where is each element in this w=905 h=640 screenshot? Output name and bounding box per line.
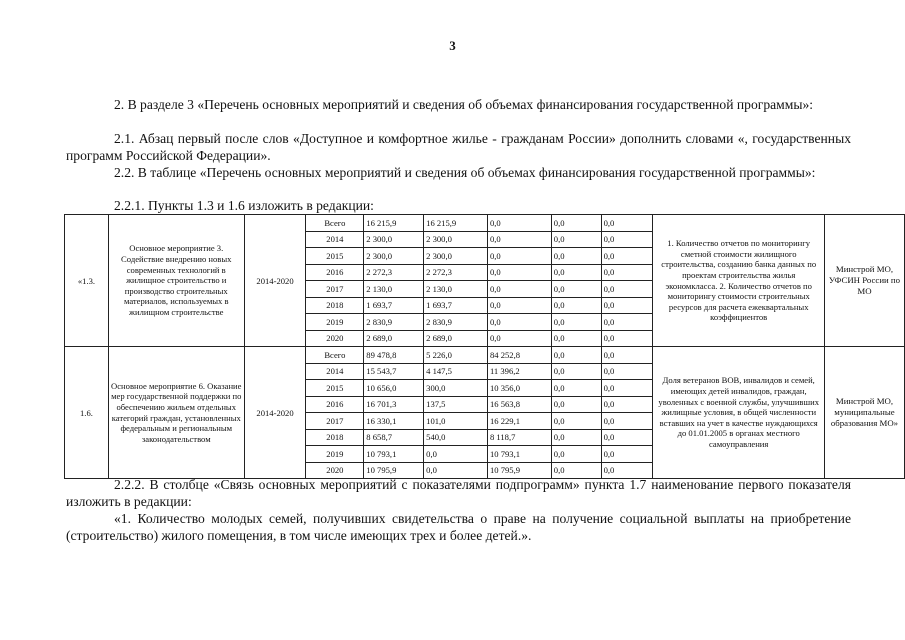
amount-cell: 0,0 [601,363,653,380]
amount-cell: 2 272,3 [364,264,424,281]
amount-cell: 0,0 [551,248,601,265]
amount-cell: 0,0 [551,231,601,248]
amount-cell: 0,0 [601,347,653,364]
amount-cell: 0,0 [487,264,551,281]
amount-cell: 0,0 [601,281,653,298]
amount-cell: 0,0 [551,215,601,232]
year-cell: 2014 [306,363,364,380]
amount-cell: 0,0 [551,330,601,347]
paragraph-indicator-quote: «1. Количество молодых семей, получивших свидетельства о праве на получение социальной выплаты на приобретение (строительство) жилого помещения, в том числе имеющих трех и более детей.». [66,511,851,543]
year-cell: 2016 [306,396,364,413]
amount-cell: 2 300,0 [364,231,424,248]
amount-cell: 0,0 [551,363,601,380]
amount-cell: 0,0 [424,446,488,463]
amount-cell: 8 658,7 [364,429,424,446]
amount-cell: 16 701,3 [364,396,424,413]
amount-cell: 16 563,8 [487,396,551,413]
year-cell: 2019 [306,446,364,463]
amount-cell: 0,0 [601,429,653,446]
amount-cell: 540,0 [424,429,488,446]
table-row [65,347,905,364]
amount-cell: 0,0 [487,330,551,347]
amount-cell: 0,0 [487,281,551,298]
page-number: 3 [449,38,456,53]
item-executor: Минстрой МО, УФСИН России по МО [824,215,904,347]
amount-cell: 0,0 [601,264,653,281]
amount-cell: 0,0 [601,314,653,331]
year-cell: 2014 [306,231,364,248]
item-period: 2014-2020 [244,347,306,479]
financing-table [64,214,905,479]
amount-cell: 0,0 [601,462,653,479]
item-executor: Минстрой МО, муниципальные образования МО» [824,347,904,479]
amount-cell: 0,0 [551,347,601,364]
amount-cell: 11 396,2 [487,363,551,380]
amount-cell: 0,0 [601,231,653,248]
amount-cell: 1 693,7 [364,297,424,314]
amount-cell: 0,0 [601,396,653,413]
year-cell: 2019 [306,314,364,331]
amount-cell: 16 330,1 [364,413,424,430]
year-cell: 2017 [306,413,364,430]
year-cell: 2016 [306,264,364,281]
amount-cell: 0,0 [551,396,601,413]
amount-cell: 0,0 [601,380,653,397]
amount-cell: 0,0 [551,314,601,331]
paragraph-2-1: 2.1. Абзац первый после слов «Доступное и комфортное жилье - гражданам России» дополнить словами «, государственных программ Российской Федерации». [66,131,851,163]
year-cell: Всего [306,347,364,364]
amount-cell: 10 793,1 [487,446,551,463]
amount-cell: 10 656,0 [364,380,424,397]
amount-cell: 2 689,0 [424,330,488,347]
item-indicators: 1. Количество отчетов по мониторингу сметной стоимости жилищного строительства, созданию банка данных по проектам строительства жилья экономкласса. 2. Количество отчетов по мониторингу стоимости строительных ресурсов для расчета ежеквартальных коэффициентов [653,215,825,347]
amount-cell: 2 300,0 [424,248,488,265]
table-row [65,215,905,232]
paragraph-2-2-1: 2.2.1. Пункты 1.3 и 1.6 изложить в редакции: [114,198,374,213]
amount-cell: 0,0 [551,264,601,281]
amount-cell: 0,0 [487,314,551,331]
amount-cell: 1 693,7 [424,297,488,314]
amount-cell: 101,0 [424,413,488,430]
amount-cell: 137,5 [424,396,488,413]
paragraph-2-2-2: 2.2.2. В столбце «Связь основных мероприятий с показателями подпрограмм» пункта 1.7 наименование первого показателя изложить в редакции: [66,477,851,509]
item-indicators: Доля ветеранов ВОВ, инвалидов и семей, имеющих детей инвалидов, граждан, уволенных с военной службы, улучшивших жилищные условия, в общей численности вставших на учет в качестве нуждающихся до 01.01.2005 в органах местного самоуправления [653,347,825,479]
amount-cell: 0,0 [487,231,551,248]
amount-cell: 2 830,9 [364,314,424,331]
amount-cell: 2 130,0 [424,281,488,298]
amount-cell: 0,0 [551,281,601,298]
amount-cell: 2 130,0 [364,281,424,298]
amount-cell: 84 252,8 [487,347,551,364]
amount-cell: 16 229,1 [487,413,551,430]
amount-cell: 0,0 [551,297,601,314]
year-cell: 2015 [306,380,364,397]
amount-cell: 0,0 [601,215,653,232]
amount-cell: 16 215,9 [424,215,488,232]
item-number: 1.6. [65,347,109,479]
item-number: «1.3. [65,215,109,347]
item-description: Основное мероприятие 6. Оказание мер государственной поддержки по обеспечению жильем отдельных категорий граждан, установленных федеральным и региональным законодательством [108,347,244,479]
amount-cell: 0,0 [601,248,653,265]
year-cell: 2017 [306,281,364,298]
paragraph-2: 2. В разделе 3 «Перечень основных мероприятий и сведения об объемах финансирования государственной программы»: [114,97,814,112]
amount-cell: 300,0 [424,380,488,397]
amount-cell: 0,0 [487,248,551,265]
amount-cell: 0,0 [487,215,551,232]
amount-cell: 0,0 [601,330,653,347]
amount-cell: 2 300,0 [424,231,488,248]
amount-cell: 4 147,5 [424,363,488,380]
amount-cell: 2 300,0 [364,248,424,265]
amount-cell: 10 795,9 [364,462,424,479]
amount-cell: 8 118,7 [487,429,551,446]
amount-cell: 0,0 [424,462,488,479]
amount-cell: 0,0 [601,413,653,430]
amount-cell: 0,0 [601,297,653,314]
amount-cell: 0,0 [487,297,551,314]
amount-cell: 0,0 [551,429,601,446]
amount-cell: 0,0 [551,413,601,430]
amount-cell: 10 795,9 [487,462,551,479]
amount-cell: 5 226,0 [424,347,488,364]
item-description: Основное мероприятие 3. Содействие внедрению новых современных технологий в жилищное строительство и производство строительных материалов, используемых в жилищном строительстве [108,215,244,347]
amount-cell: 15 543,7 [364,363,424,380]
amount-cell: 10 356,0 [487,380,551,397]
year-cell: 2018 [306,429,364,446]
amount-cell: 16 215,9 [364,215,424,232]
amount-cell: 10 793,1 [364,446,424,463]
year-cell: 2015 [306,248,364,265]
amount-cell: 0,0 [551,446,601,463]
amount-cell: 2 830,9 [424,314,488,331]
year-cell: 2018 [306,297,364,314]
amount-cell: 2 272,3 [424,264,488,281]
paragraph-2-2: 2.2. В таблице «Перечень основных мероприятий и сведения об объемах финансирования государственной программы»: [114,165,816,180]
year-cell: 2020 [306,462,364,479]
year-cell: 2020 [306,330,364,347]
amount-cell: 0,0 [601,446,653,463]
amount-cell: 0,0 [551,462,601,479]
year-cell: Всего [306,215,364,232]
amount-cell: 89 478,8 [364,347,424,364]
amount-cell: 0,0 [551,380,601,397]
amount-cell: 2 689,0 [364,330,424,347]
item-period: 2014-2020 [244,215,306,347]
